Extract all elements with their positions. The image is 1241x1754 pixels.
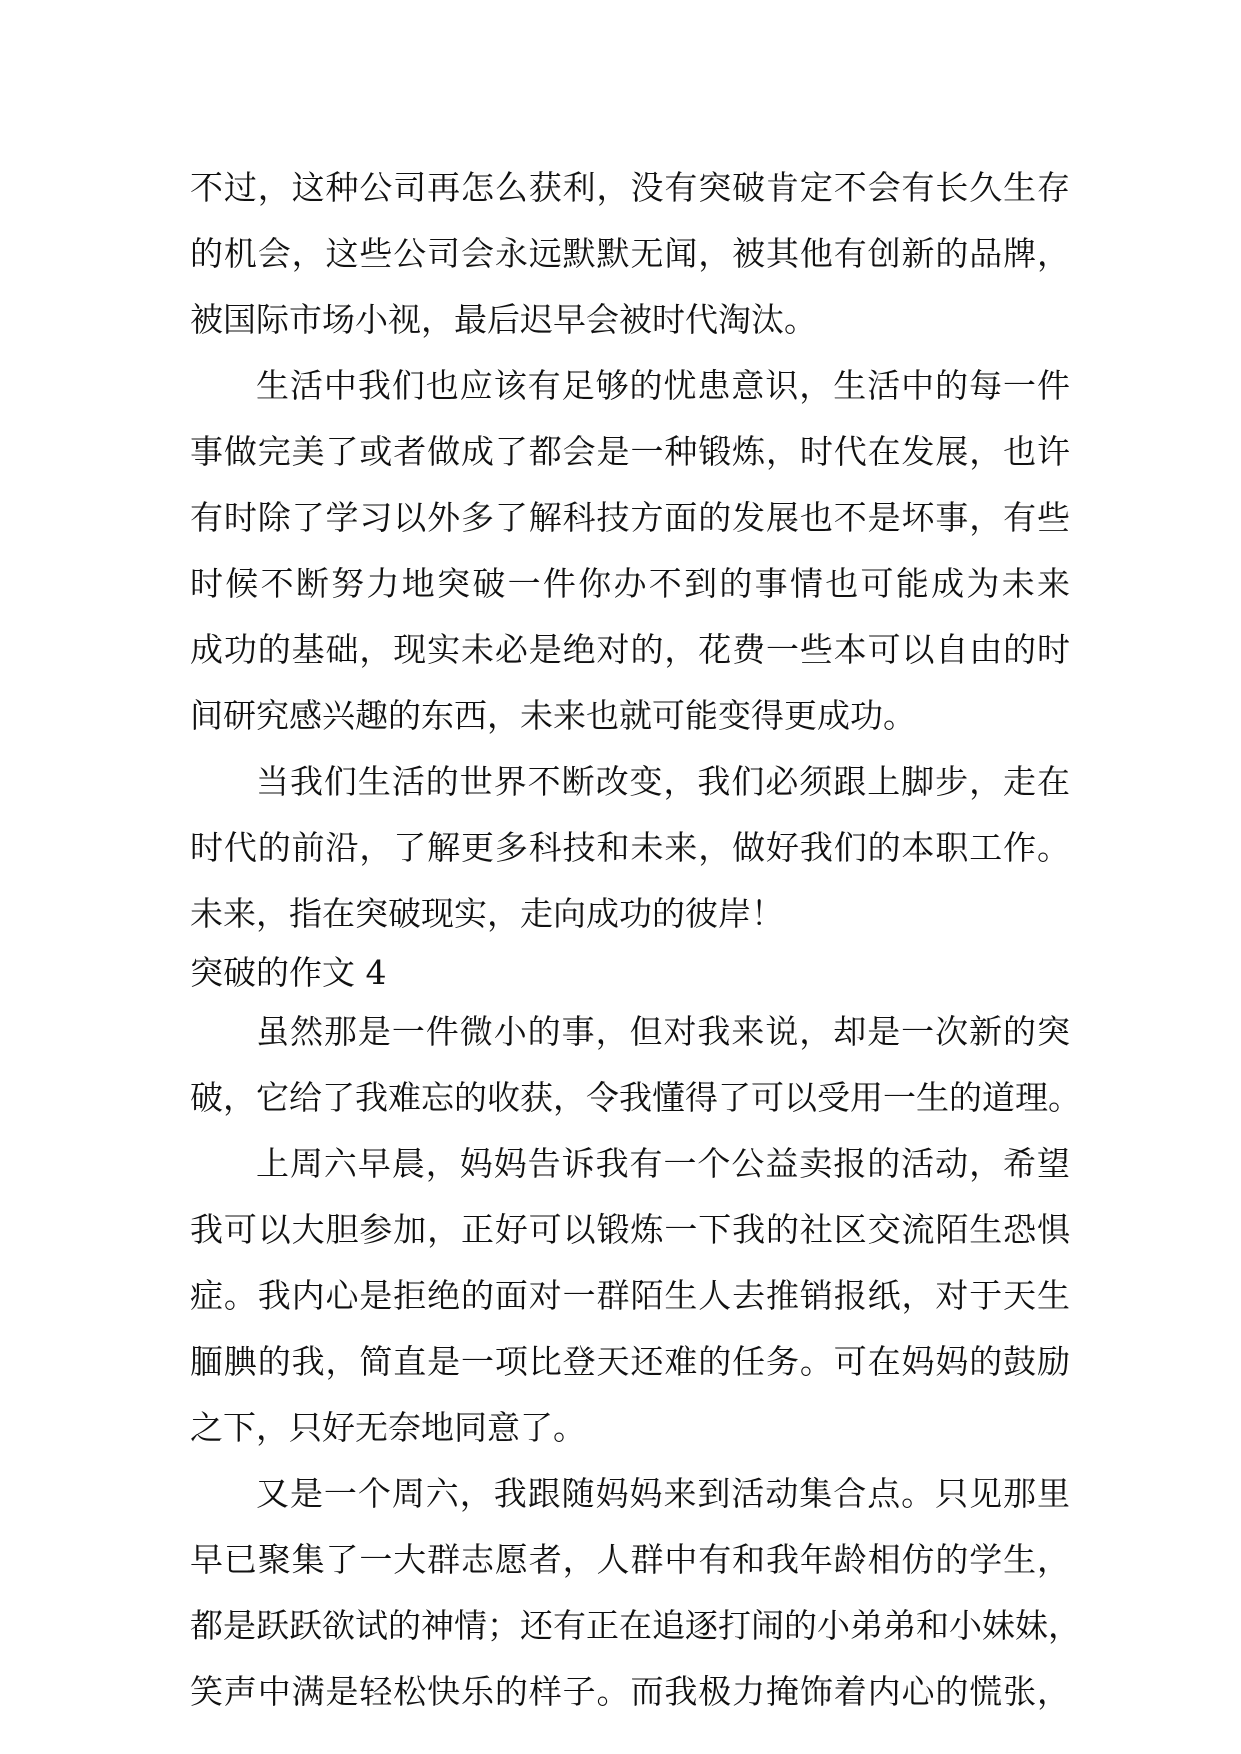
text-line: 成功的基础，现实未必是绝对的，花费一些本可以自由的时 [190,630,1070,669]
text-line: 间研究感兴趣的东西，未来也就可能变得更成功。 [190,696,916,735]
document-body [190,155,1081,1725]
text-line: 有时除了学习以外多了解科技方面的发展也不是坏事，有些 [190,498,1070,537]
text-line: 当我们生活的世界不断改变，我们必须跟上脚步，走在 [256,762,1070,801]
text-line: 事做完美了或者做成了都会是一种锻炼，时代在发展，也许 [190,432,1070,471]
text-line: 破，它给了我难忘的收获，令我懂得了可以受用一生的道理。 [190,1078,1081,1117]
text-line: 未来，指在突破现实，走向成功的彼岸！ [190,894,784,933]
text-line: 之下，只好无奈地同意了。 [190,1408,586,1447]
text-line: 症。我内心是拒绝的面对一群陌生人去推销报纸，对于天生 [190,1276,1070,1315]
paragraph-6 [190,1461,1081,1725]
text-line: 时候不断努力地突破一件你办不到的事情也可能成为未来 [190,564,1070,603]
text-line: 腼腆的我，简直是一项比登天还难的任务。可在妈妈的鼓励 [190,1342,1070,1381]
text-line: 我可以大胆参加，正好可以锻炼一下我的社区交流陌生恐惧 [190,1210,1070,1249]
paragraph-5 [190,1131,1070,1461]
text-line: 虽然那是一件微小的事，但对我来说，却是一次新的突 [256,1012,1070,1051]
section-heading: 突破的作文 4 [190,953,387,992]
text-line: 上周六早晨，妈妈告诉我有一个公益卖报的活动，希望 [256,1144,1070,1183]
paragraph-1 [190,155,1070,353]
text-line: 的机会，这些公司会永远默默无闻，被其他有创新的品牌， [190,234,1070,273]
paragraph-4 [190,999,1081,1131]
text-line: 又是一个周六，我跟随妈妈来到活动集合点。只见那里 [256,1474,1070,1513]
text-line: 不过，这种公司再怎么获利，没有突破肯定不会有长久生存 [190,168,1070,207]
text-line: 笑声中满是轻松快乐的样子。而我极力掩饰着内心的慌张， [190,1672,1070,1711]
text-line: 被国际市场小视，最后迟早会被时代淘汰。 [190,300,817,339]
paragraph-2 [190,353,1070,749]
text-line: 生活中我们也应该有足够的忧患意识，生活中的每一件 [256,366,1070,405]
text-line: 时代的前沿，了解更多科技和未来，做好我们的本职工作。 [190,828,1070,867]
paragraph-3 [190,749,1070,947]
text-line: 都是跃跃欲试的神情；还有正在追逐打闹的小弟弟和小妹妹， [190,1606,1081,1645]
text-line: 早已聚集了一大群志愿者，人群中有和我年龄相仿的学生， [190,1540,1070,1579]
